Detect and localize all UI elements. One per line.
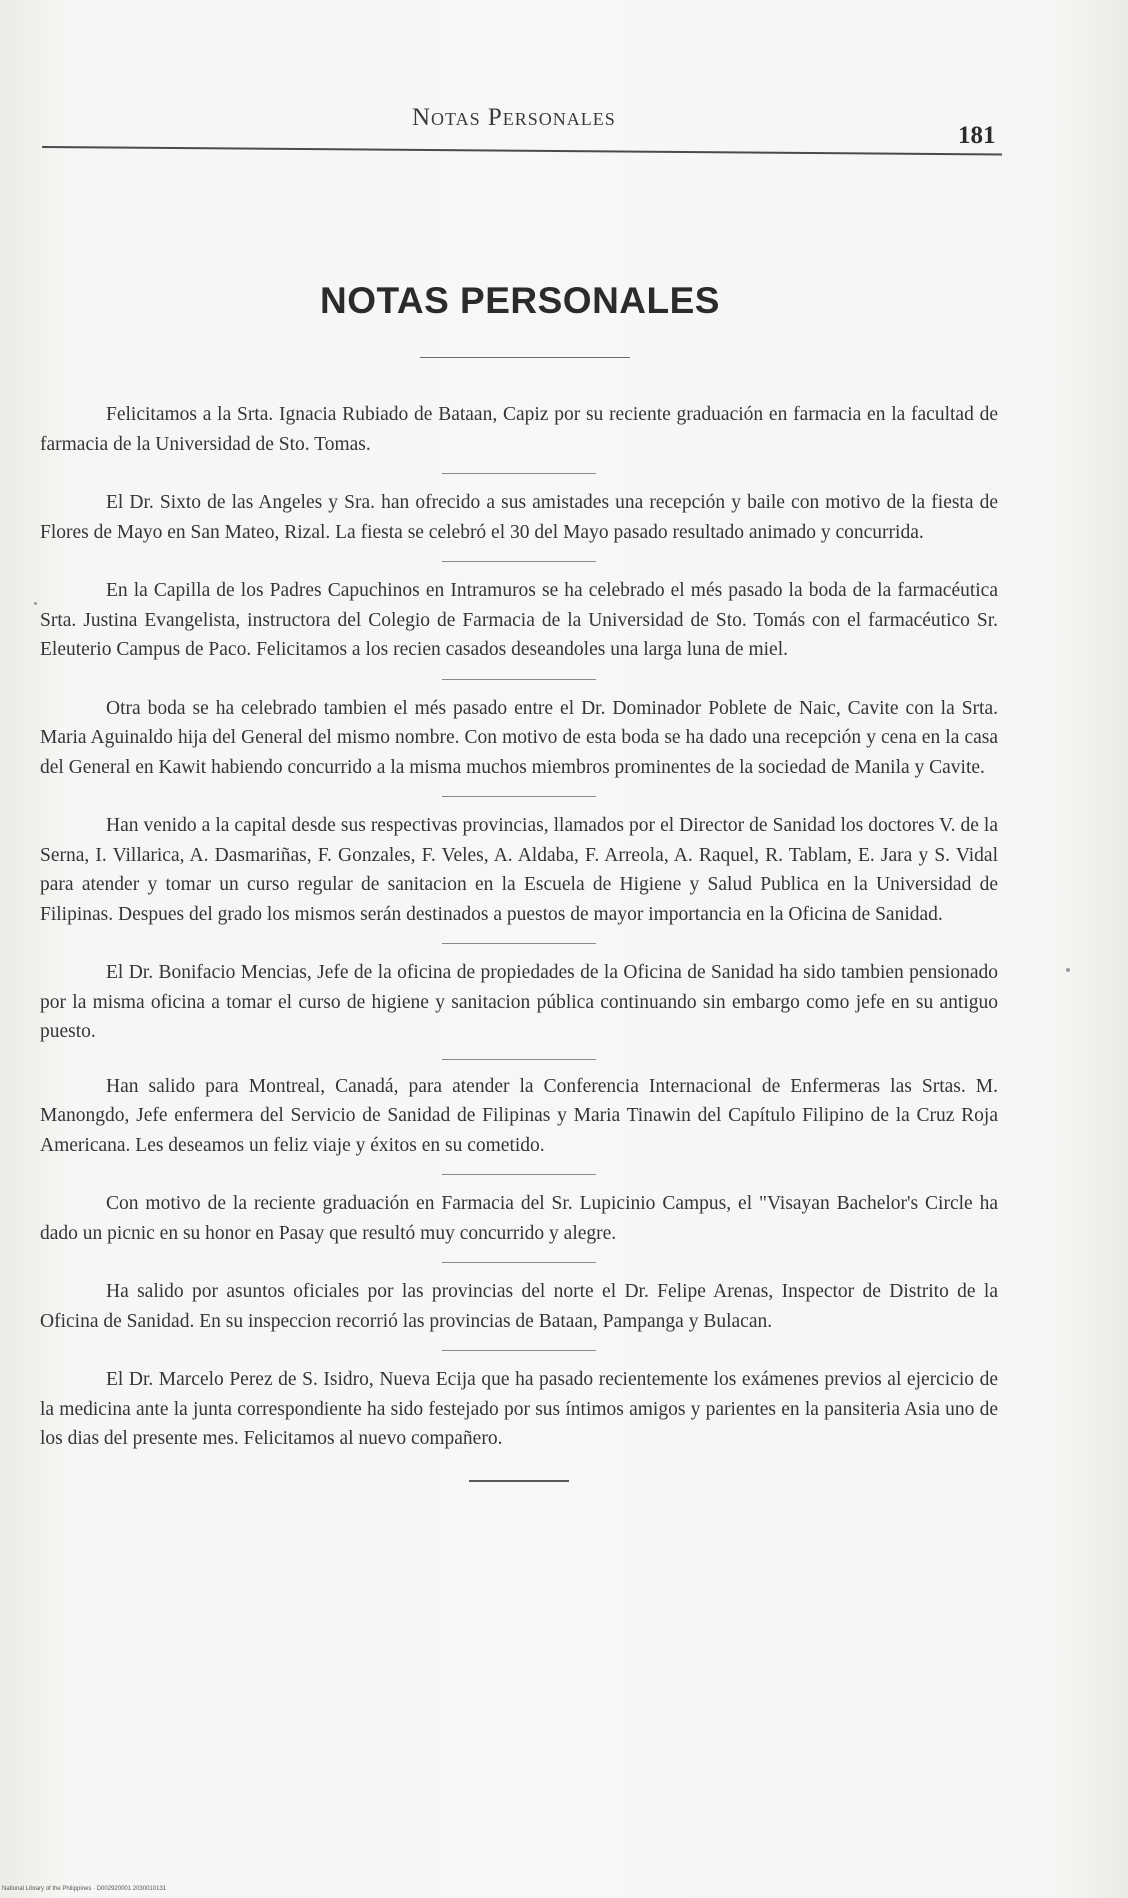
header-rule	[42, 146, 1002, 156]
running-head: Notas Personales	[412, 104, 616, 131]
note-paragraph: Otra boda se ha celebrado tambien el més pasado entre el Dr. Dominador Poblete de Naic, Cavite con la Srta. Maria Aguinaldo hija del General del mismo nombre. Con motivo de esta boda se ha dado una recepción y cena en la casa del General en Kawit habiendo concurrido a la misma muchos miembros prominentes de la sociedad de Manila y Cavite.	[40, 697, 998, 778]
separator-rule	[442, 561, 596, 562]
note-paragraph: El Dr. Bonifacio Mencias, Jefe de la oficina de propiedades de la Oficina de Sanidad ha sido tambien pensionado por la misma oficina a tomar el curso de higiene y sanitacion pública continuando sin embargo como jefe en su antiguo puesto.	[40, 962, 998, 1042]
scan-speck	[1066, 968, 1070, 972]
note-paragraph: Felicitamos a la Srta. Ignacia Rubiado de Bataan, Capiz por su reciente graduación en farmacia en la facultad de farmacia de la Universidad de Sto. Tomas.	[40, 404, 998, 455]
note-paragraph: En la Capilla de los Padres Capuchinos en Intramuros se ha celebrado el més pasado la boda de la farmacéutica Srta. Justina Evangelista, instructora del Colegio de Farmacia de la Universidad de Sto. Tomás con el farmacéutico Sr. Eleuterio Campus de Paco. Felicitamos a los recien casados deseandoles una larga luna de miel.	[40, 580, 998, 660]
note-paragraph: Ha salido por asuntos oficiales por las provincias del norte el Dr. Felipe Arenas, Inspector de Distrito de la Oficina de Sanidad. En su inspeccion recorrió las provincias de Bataan, Pampanga y Bulacan.	[40, 1281, 998, 1332]
note-paragraph: Han salido para Montreal, Canadá, para atender la Conferencia Internacional de Enfermeras las Srtas. M. Manongdo, Jefe enfermera del Servicio de Sanidad de Filipinas y Maria Tinawin del Capítulo Filipino de la Cruz Roja Americana. Les deseamos un feliz viaje y éxitos en su cometido.	[40, 1075, 998, 1156]
separator-rule	[442, 473, 596, 474]
note-paragraph: Con motivo de la reciente graduación en Farmacia del Sr. Lupicinio Campus, el "Visayan Bachelor's Circle ha dado un picnic en su honor en Pasay que resultó muy concurrido y alegre.	[40, 1193, 998, 1244]
title-rule	[420, 357, 630, 358]
page-title: NOTAS PERSONALES	[320, 280, 720, 321]
note-paragraph: El Dr. Sixto de las Angeles y Sra. han ofrecido a sus amistades una recepción y baile con motivo de la fiesta de Flores de Mayo en San Mateo, Rizal. La fiesta se celebró el 30 del Mayo pasado resultado animado y concurrida.	[40, 492, 998, 543]
separator-rule	[442, 796, 596, 797]
page-number: 181	[958, 122, 996, 149]
notes-body	[40, 400, 998, 1482]
separator-rule	[442, 1262, 596, 1263]
separator-rule	[442, 1059, 596, 1060]
separator-rule	[442, 1350, 596, 1351]
end-rule	[469, 1480, 569, 1482]
separator-rule	[442, 1174, 596, 1175]
separator-rule	[442, 943, 596, 944]
note-paragraph: El Dr. Marcelo Perez de S. Isidro, Nueva Ecija que ha pasado recientemente los exámenes previos al ejercicio de la medicina ante la junta correspondiente ha sido festejado por sus íntimos amigos y parientes en la pansiteria Asia uno de los dias del presente mes. Felicitamos al nuevo compañero.	[40, 1369, 998, 1449]
scan-credit: National Library of the Philippines · D002920001 2030010131	[2, 1886, 167, 1892]
note-paragraph: Han venido a la capital desde sus respectivas provincias, llamados por el Director de Sanidad los doctores V. de la Serna, I. Villarica, A. Dasmariñas, F. Gonzales, F. Veles, A. Aldaba, F. Arreola, A. Raquel, R. Tablam, E. Jara y S. Vidal para atender y tomar un curso regular de sanitacion en la Escuela de Higiene y Salud Publica en la Universidad de Filipinas. Despues del grado los mismos serán destinados a puestos de mayor importancia en la Oficina de Sanidad.	[40, 815, 998, 925]
scan-speck	[34, 602, 37, 605]
separator-rule	[442, 679, 596, 680]
